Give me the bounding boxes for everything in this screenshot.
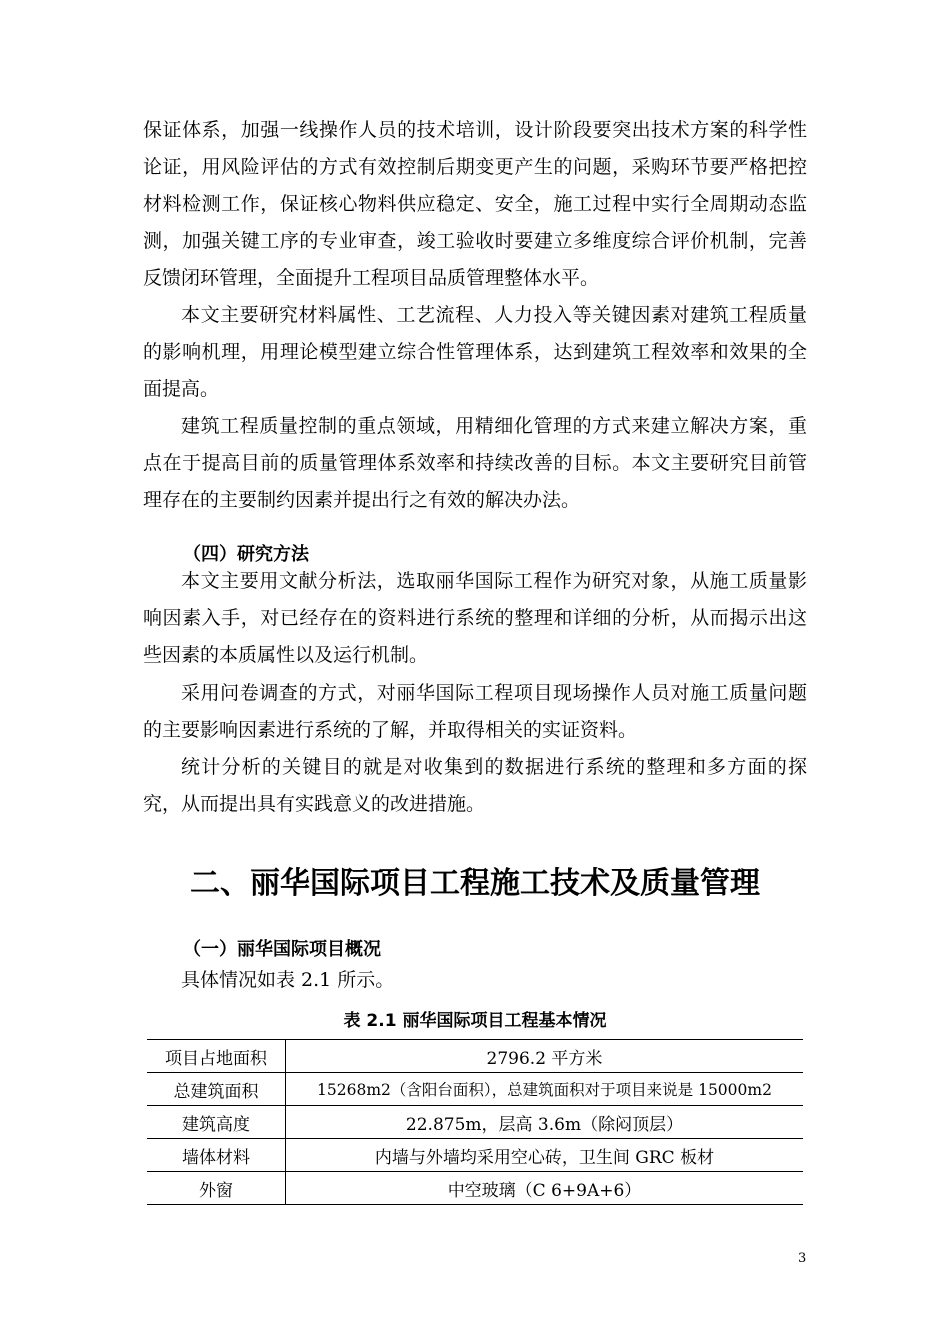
section-heading: （一）丽华国际项目概况 — [183, 939, 381, 960]
table-row — [147, 1040, 803, 1073]
body-paragraph: 保证体系，加强一线操作人员的技术培训，设计阶段要突出技术方案的科学性论证，用风险评估的方式有效控制后期变更产生的问题，采购环节要严格把控材料检测工作，保证核心物料供应稳定、安全，施工过程中实行全周期动态监测，加强关键工序的专业审查，竣工验收时要建立多维度综合评价机制，完善反馈闭环管理，全面提升工程项目品质管理整体水平。 — [143, 119, 807, 289]
table-cell-label: 外窗 — [147, 1172, 286, 1205]
table-row — [147, 1106, 803, 1139]
table-caption: 表 2.1 丽华国际项目工程基本情况 — [343, 1011, 607, 1031]
table-cell-value: 15268m2（含阳台面积），总建筑面积对于项目来说是 15000m2 — [286, 1073, 804, 1106]
section-heading: （四）研究方法 — [183, 544, 309, 565]
table-cell-label: 项目占地面积 — [147, 1040, 286, 1073]
table-cell-value: 内墙与外墙均采用空心砖，卫生间 GRC 板材 — [286, 1139, 804, 1172]
table-cell-value: 22.875m，层高 3.6m（除闷顶层） — [286, 1106, 804, 1139]
body-paragraph: 具体情况如表 2.1 所示。 — [181, 969, 395, 991]
table-cell-value: 2796.2 平方米 — [286, 1040, 804, 1073]
table-cell-label: 墙体材料 — [147, 1139, 286, 1172]
body-paragraph: 统计分析的关键目的就是对收集到的数据进行系统的整理和多方面的探究，从而提出具有实践意义的改进措施。 — [143, 756, 807, 815]
body-paragraph: 本文主要用文献分析法，选取丽华国际工程作为研究对象，从施工质量影响因素入手，对已经存在的资料进行系统的整理和详细的分析，从而揭示出这些因素的本质属性以及运行机制。 — [143, 570, 807, 666]
body-paragraph: 本文主要研究材料属性、工艺流程、人力投入等关键因素对建筑工程质量的影响机理，用理论模型建立综合性管理体系，达到建筑工程效率和效果的全面提高。 — [143, 304, 807, 400]
table-cell-value: 中空玻璃（C 6+9A+6） — [286, 1172, 804, 1205]
table-row — [147, 1073, 803, 1106]
chapter-title: 二、丽华国际项目工程施工技术及质量管理 — [190, 866, 760, 901]
table-row — [147, 1139, 803, 1172]
body-paragraph: 建筑工程质量控制的重点领域，用精细化管理的方式来建立解决方案，重点在于提高目前的质量管理体系效率和持续改善的目标。本文主要研究目前管理存在的主要制约因素并提出行之有效的解决办法。 — [143, 415, 807, 511]
project-info-table — [147, 1039, 803, 1205]
table-cell-label: 建筑高度 — [147, 1106, 286, 1139]
table-row — [147, 1172, 803, 1205]
body-paragraph: 采用问卷调查的方式，对丽华国际工程项目现场操作人员对施工质量问题的主要影响因素进行系统的了解，并取得相关的实证资料。 — [143, 682, 807, 741]
table-cell-label: 总建筑面积 — [147, 1073, 286, 1106]
page-number: 3 — [798, 1251, 807, 1266]
